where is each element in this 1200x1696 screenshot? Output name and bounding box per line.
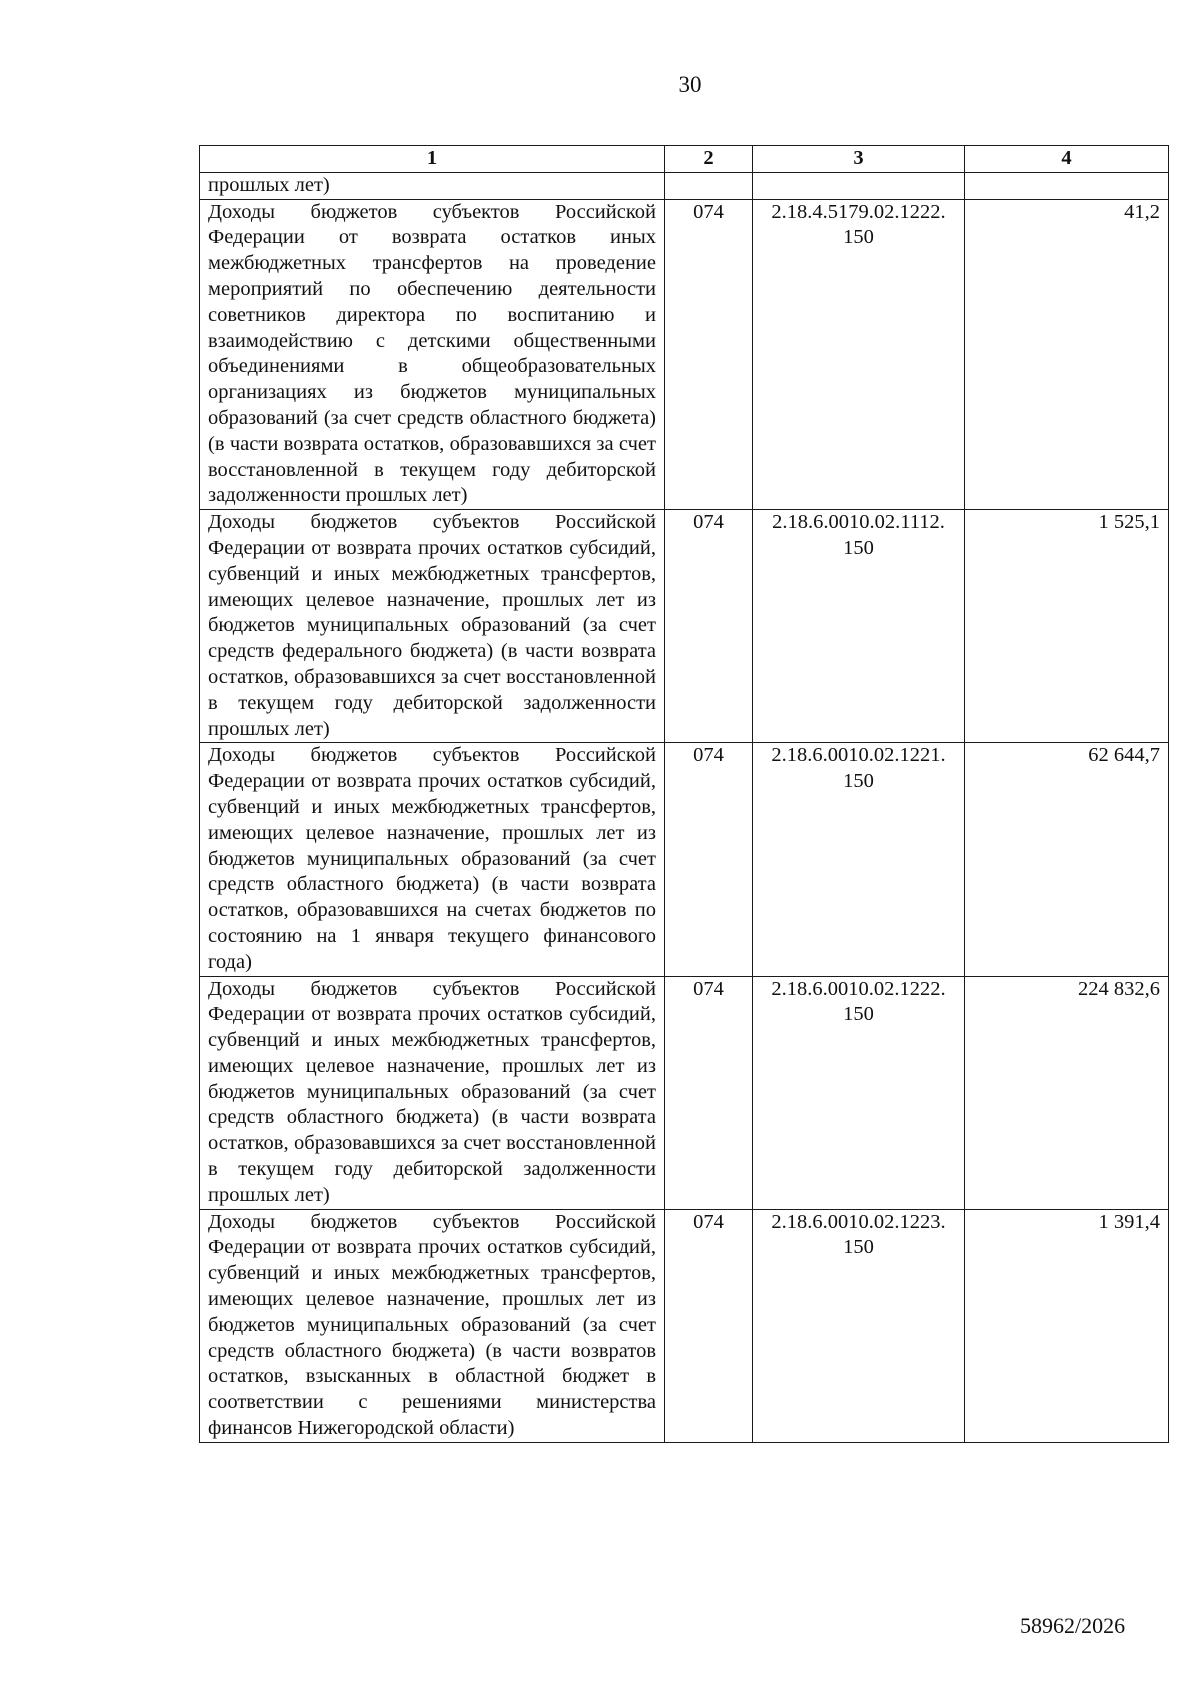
row-admin-code: 074	[665, 510, 753, 743]
row-amount	[965, 172, 1169, 199]
budget-table	[199, 145, 1169, 1443]
page-number: 30	[678, 72, 702, 97]
row-budget-code	[753, 172, 965, 199]
row-budget-code: 2.18.4.5179.02.1222. 150	[753, 199, 965, 510]
row-admin-code: 074	[665, 199, 753, 510]
row-budget-code: 2.18.6.0010.02.1112. 150	[753, 510, 965, 743]
table-row	[200, 1209, 1169, 1442]
row-admin-code: 074	[665, 1209, 753, 1442]
table-row	[200, 976, 1169, 1209]
row-description: Доходы бюджетов субъектов Российской Федерации от возврата прочих остатков субсидий, субвенций и иных межбюджетных трансфертов, имеющих целевое назначение, прошлых лет из бюджетов муниципальных образований (за счет средств областного бюджета) (в части возвратов остатков, взысканных в областной бюджет в соответствии с решениями министерства финансов Нижегородской области)	[200, 1209, 665, 1442]
row-description: Доходы бюджетов субъектов Российской Федерации от возврата прочих остатков субсидий, субвенций и иных межбюджетных трансфертов, имеющих целевое назначение, прошлых лет из бюджетов муниципальных образований (за счет средств областного бюджета) (в части возврата остатков, образовавшихся на счетах бюджетов по состоянию на 1 января текущего финансового года)	[200, 743, 665, 976]
row-budget-code: 2.18.6.0010.02.1221. 150	[753, 743, 965, 976]
table-row	[200, 743, 1169, 976]
column-header-3: 3	[753, 146, 965, 173]
row-amount: 1 391,4	[965, 1209, 1169, 1442]
column-header-4: 4	[965, 146, 1169, 173]
row-budget-code: 2.18.6.0010.02.1223. 150	[753, 1209, 965, 1442]
row-admin-code: 074	[665, 976, 753, 1209]
row-amount: 1 525,1	[965, 510, 1169, 743]
row-admin-code: 074	[665, 743, 753, 976]
row-description: Доходы бюджетов субъектов Российской Федерации от возврата прочих остатков субсидий, субвенций и иных межбюджетных трансфертов, имеющих целевое назначение, прошлых лет из бюджетов муниципальных образований (за счет средств федерального бюджета) (в части возврата остатков, образовавшихся за счет восстановленной в текущем году дебиторской задолженности прошлых лет)	[200, 510, 665, 743]
table-row	[200, 510, 1169, 743]
row-amount: 41,2	[965, 199, 1169, 510]
table-row	[200, 199, 1169, 510]
column-header-2: 2	[665, 146, 753, 173]
row-amount: 62 644,7	[965, 743, 1169, 976]
document-id: 58962/2026	[1020, 1613, 1126, 1638]
column-header-1: 1	[200, 146, 665, 173]
row-description: прошлых лет)	[200, 172, 665, 199]
row-admin-code	[665, 172, 753, 199]
row-description: Доходы бюджетов субъектов Российской Федерации от возврата остатков иных межбюджетных трансфертов на проведение мероприятий по обеспечению деятельности советников директора по воспитанию и взаимодействию с детскими общественными объединениями в общеобразовательных организациях из бюджетов муниципальных образований (за счет средств областного бюджета) (в части возврата остатков, образовавшихся за счет восстановленной в текущем году дебиторской задолженности прошлых лет)	[200, 199, 665, 510]
row-amount: 224 832,6	[965, 976, 1169, 1209]
table-header-row	[200, 146, 1169, 173]
row-description: Доходы бюджетов субъектов Российской Федерации от возврата прочих остатков субсидий, субвенций и иных межбюджетных трансфертов, имеющих целевое назначение, прошлых лет из бюджетов муниципальных образований (за счет средств областного бюджета) (в части возврата остатков, образовавшихся за счет восстановленной в текущем году дебиторской задолженности прошлых лет)	[200, 976, 665, 1209]
row-budget-code: 2.18.6.0010.02.1222. 150	[753, 976, 965, 1209]
table-row	[200, 172, 1169, 199]
